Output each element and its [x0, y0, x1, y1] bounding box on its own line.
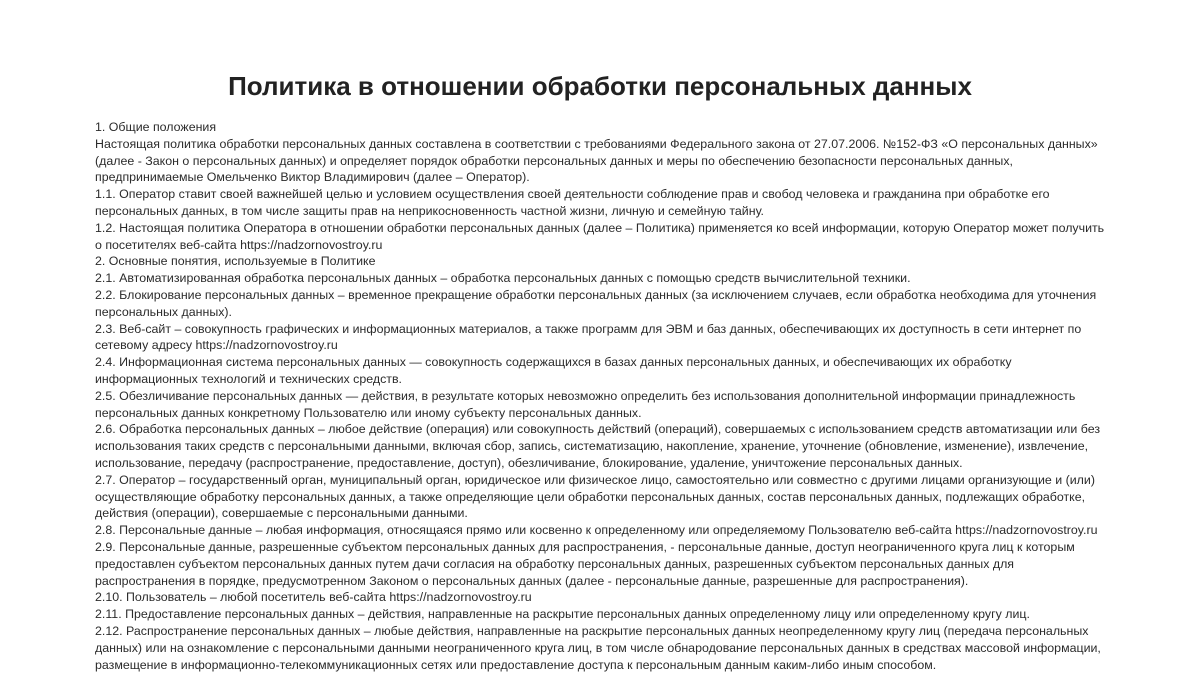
policy-paragraph: 1.1. Оператор ставит своей важнейшей целью и условием осуществления своей деятельности соблюдение прав и свобод человека и гражданина при обработке его персональных данных, в том числе защиты прав на неприкосновенность частной жизни, личную и семейную тайну. [95, 187, 1050, 218]
policy-paragraph: 2.1. Автоматизированная обработка персональных данных – обработка персональных данных с помощью средств вычислительной техники. [95, 271, 911, 286]
section-heading-general: 1. Общие положения [95, 120, 217, 134]
policy-paragraph: 2.2. Блокирование персональных данных – временное прекращение обработки персональных данных (за исключением случаев, если обработка необходима для уточнения персональных данных). [95, 287, 1097, 319]
policy-paragraph: 1.2. Настоящая политика Оператора в отношении обработки персональных данных (далее – Политика) применяется ко всей информации, которую Оператор может получить о посетителях веб-сайта https://nadzornovostroy.ru [95, 220, 1105, 252]
policy-paragraph: 2.4. Информационная система персональных данных — совокупность содержащихся в базах данных персональных данных, и обеспечивающих их обработку информационных технологий и технических средств. [95, 355, 1012, 386]
policy-content [95, 119, 1107, 673]
policy-paragraph: 2.5. Обезличивание персональных данных — действия, в результате которых невозможно определить без использования дополнительной информации принадлежность персональных данных конкретному Пользователю или иному субъекту персональных данных. [95, 388, 1076, 420]
policy-paragraph: 2.6. Обработка персональных данных – любое действие (операция) или совокупность действий (операций), совершаемых с использованием средств автоматизации или без использования таких средств с персональными данными, включая сбор, запись, систематизацию, накопление, хранение, уточнение (обновление, изменение), извлечение, использование, передачу (распространение, предоставление, доступ), обезличивание, блокирование, удаление, уничтожение персональных данных. [95, 422, 1101, 470]
policy-paragraph: 2.10. Пользователь – любой посетитель веб-сайта https://nadzornovostroy.ru [95, 590, 532, 605]
policy-paragraph: 2.12. Распространение персональных данных – любые действия, направленные на раскрытие персональных данных неопределенному кругу лиц (передача персональных данных) или на ознакомление с персональными данными неограниченного круга лиц, в том числе обнародование персональных данных в средствах массовой информации, размещение в информационно-телекоммуникационных сетях или предоставление доступа к персональным данным каким-либо иным способом. [95, 623, 1101, 672]
policy-paragraph: 2.7. Оператор – государственный орган, муниципальный орган, юридическое или физическое лицо, самостоятельно или совместно с другими лицами организующие и (или) осуществляющие обработку персональных данных, а также определяющие цели обработки персональных данных, состав персональных данных, подлежащих обработке, действия (операции), совершаемые с персональными данными. [95, 472, 1095, 521]
page-title: Политика в отношении обработки персональных данных [228, 71, 972, 101]
policy-paragraph: Настоящая политика обработки персональных данных составлена в соответствии с требованиями Федерального закона от 27.07.2006. №152-ФЗ «О персональных данных» (далее - Закон о персональных данных) и определяет порядок обработки персональных данных и меры по обеспечению безопасности персональных данных, предпринимаемые Омельченко Виктор Владимирович (далее – Оператор). [95, 136, 1098, 185]
section-heading-definitions: 2. Основные понятия, используемые в Политике [95, 254, 376, 269]
policy-paragraph: 2.9. Персональные данные, разрешенные субъектом персональных данных для распространения, - персональные данные, доступ неограниченного круга лиц к которым предоставлен субъектом персональных данных путем дачи согласия на обработку персональных данных, разрешенных субъектом персональных данных для распространения в порядке, предусмотренном Законом о персональных данных (далее - персональные данные, разрешенные для распространения). [95, 539, 1075, 588]
policy-paragraph: 2.3. Веб-сайт – совокупность графических и информационных материалов, а также программ для ЭВМ и баз данных, обеспечивающих их доступность в сети интернет по сетевому адресу https://nadzornovostroy.ru [95, 321, 1082, 353]
policy-paragraph: 2.8. Персональные данные – любая информация, относящаяся прямо или косвенно к определенному или определяемому Пользователю веб-сайта https://nadzornovostroy.ru [95, 523, 1098, 538]
policy-paragraph: 2.11. Предоставление персональных данных – действия, направленные на раскрытие персональных данных определенному лицу или определенному кругу лиц. [95, 607, 1030, 622]
